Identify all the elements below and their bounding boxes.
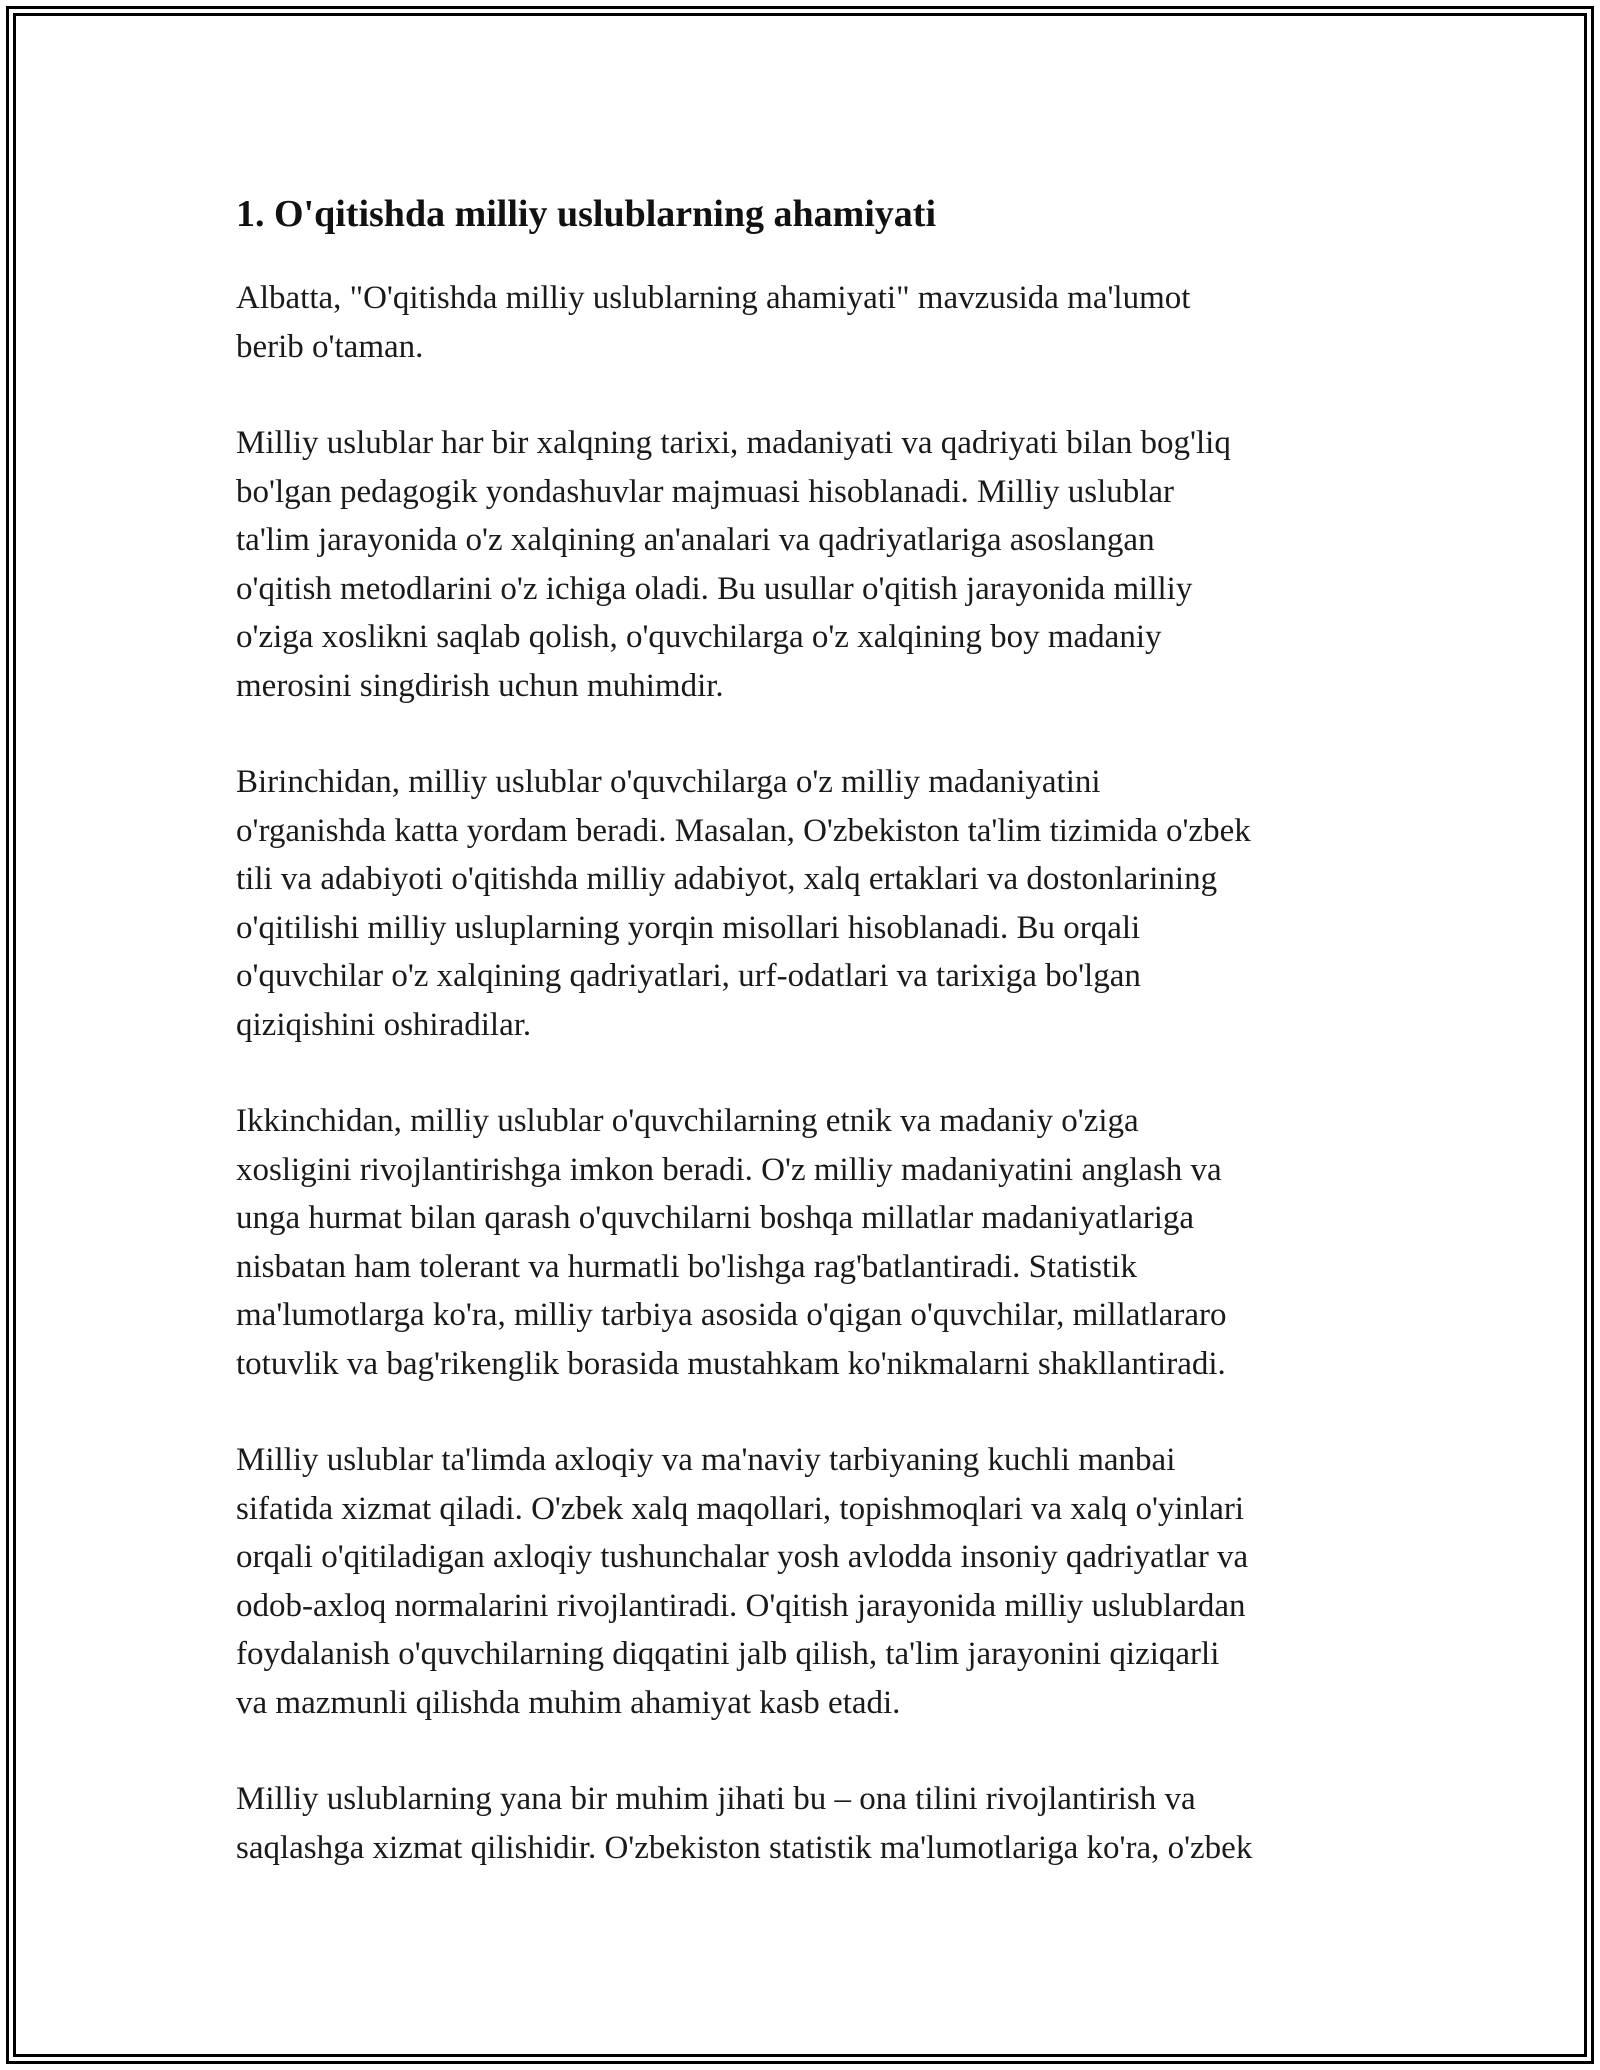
paragraph-line: unga hurmat bilan qarash o'quvchilarni boshqa millatlar madaniyatlariga — [236, 1200, 1195, 1236]
paragraph-line: o'qitilishi milliy usluplarning yorqin misollari hisoblanadi. Bu orqali — [236, 909, 1141, 946]
paragraph-line: merosini singdirish uchun muhimdir. — [236, 667, 724, 704]
paragraph-line: nisbatan ham tolerant va hurmatli bo'lishga rag'batlantiradi. Statistik — [236, 1248, 1137, 1285]
paragraph-native-language — [236, 1775, 1386, 1872]
paragraph-second-point — [236, 1097, 1386, 1388]
paragraph-moral-education — [236, 1436, 1386, 1727]
paragraph-line: foydalanish o'quvchilarning diqqatini jalb qilish, ta'lim jarayonini qiziqarli — [236, 1636, 1220, 1672]
paragraph-line: odob-axloq normalarini rivojlantiradi. O'qitish jarayonida milliy uslublardan — [236, 1587, 1246, 1624]
paragraph-line: Albatta, "O'qitishda milliy uslublarning ahamiyati" mavzusida ma'lumot — [236, 280, 1191, 316]
paragraph-line: Birinchidan, milliy uslublar o'quvchilarga o'z milliy madaniyatini — [236, 764, 1101, 800]
paragraph-line: o'quvchilar o'z xalqining qadriyatlari, urf-odatlari va tarixiga bo'lgan — [236, 958, 1141, 994]
paragraph-line: Milliy uslublarning yana bir muhim jihati bu – ona tilini rivojlantirish va — [236, 1781, 1196, 1817]
paragraph-line: totuvlik va bag'rikenglik borasida mustahkam ko'nikmalarni shakllantiradi. — [236, 1345, 1226, 1382]
paragraph-line: sifatida xizmat qiladi. O'zbek xalq maqollari, topishmoqlari va xalq o'yinlari — [236, 1490, 1245, 1527]
paragraph-line: o'qitish metodlarini o'z ichiga oladi. Bu usullar o'qitish jarayonida milliy — [236, 570, 1193, 607]
paragraph-line: saqlashga xizmat qilishidir. O'zbekiston statistik ma'lumotlariga ko'ra, o'zbek — [236, 1829, 1253, 1866]
paragraph-line: Ikkinchidan, milliy uslublar o'quvchilarning etnik va madaniy o'ziga — [236, 1103, 1139, 1139]
paragraph-line: tili va adabiyoti o'qitishda milliy adabiyot, xalq ertaklari va dostonlarining — [236, 861, 1218, 897]
paragraph-line: xosligini rivojlantirishga imkon beradi. O'z milliy madaniyatini anglash va — [236, 1151, 1222, 1188]
paragraph-line: ma'lumotlarga ko'ra, milliy tarbiya asosida o'qigan o'quvchilar, millatlararo — [236, 1297, 1227, 1333]
paragraph-line: o'ziga xoslikni saqlab qolish, o'quvchilarga o'z xalqining boy madaniy — [236, 619, 1162, 655]
paragraph-line: qiziqishini oshiradilar. — [236, 1006, 532, 1043]
paragraph-line: Milliy uslublar ta'limda axloqiy va ma'naviy tarbiyaning kuchli manbai — [236, 1442, 1176, 1478]
paragraph-intro — [236, 274, 1386, 371]
paragraph-line: orqali o'qitiladigan axloqiy tushunchalar yosh avlodda insoniy qadriyatlar va — [236, 1539, 1249, 1575]
paragraph-definition — [236, 419, 1386, 710]
paragraph-first-point — [236, 758, 1386, 1049]
paragraph-line: va mazmunli qilishda muhim ahamiyat kasb etadi. — [236, 1684, 901, 1721]
paragraph-line: ta'lim jarayonida o'z xalqining an'analari va qadriyatlariga asoslangan — [236, 522, 1155, 558]
paragraph-line: o'rganishda katta yordam beradi. Masalan, O'zbekiston ta'lim tizimida o'zbek — [236, 812, 1251, 849]
paragraph-line: bo'lgan pedagogik yondashuvlar majmuasi hisoblanadi. Milliy uslublar — [236, 473, 1175, 510]
paragraph-line: Milliy uslublar har bir xalqning tarixi, madaniyati va qadriyati bilan bog'liq — [236, 425, 1231, 461]
document-body — [236, 188, 1386, 1920]
document-title: 1. O'qitishda milliy uslublarning ahamiyati — [236, 193, 937, 235]
paragraph-line: berib o'taman. — [236, 328, 424, 365]
